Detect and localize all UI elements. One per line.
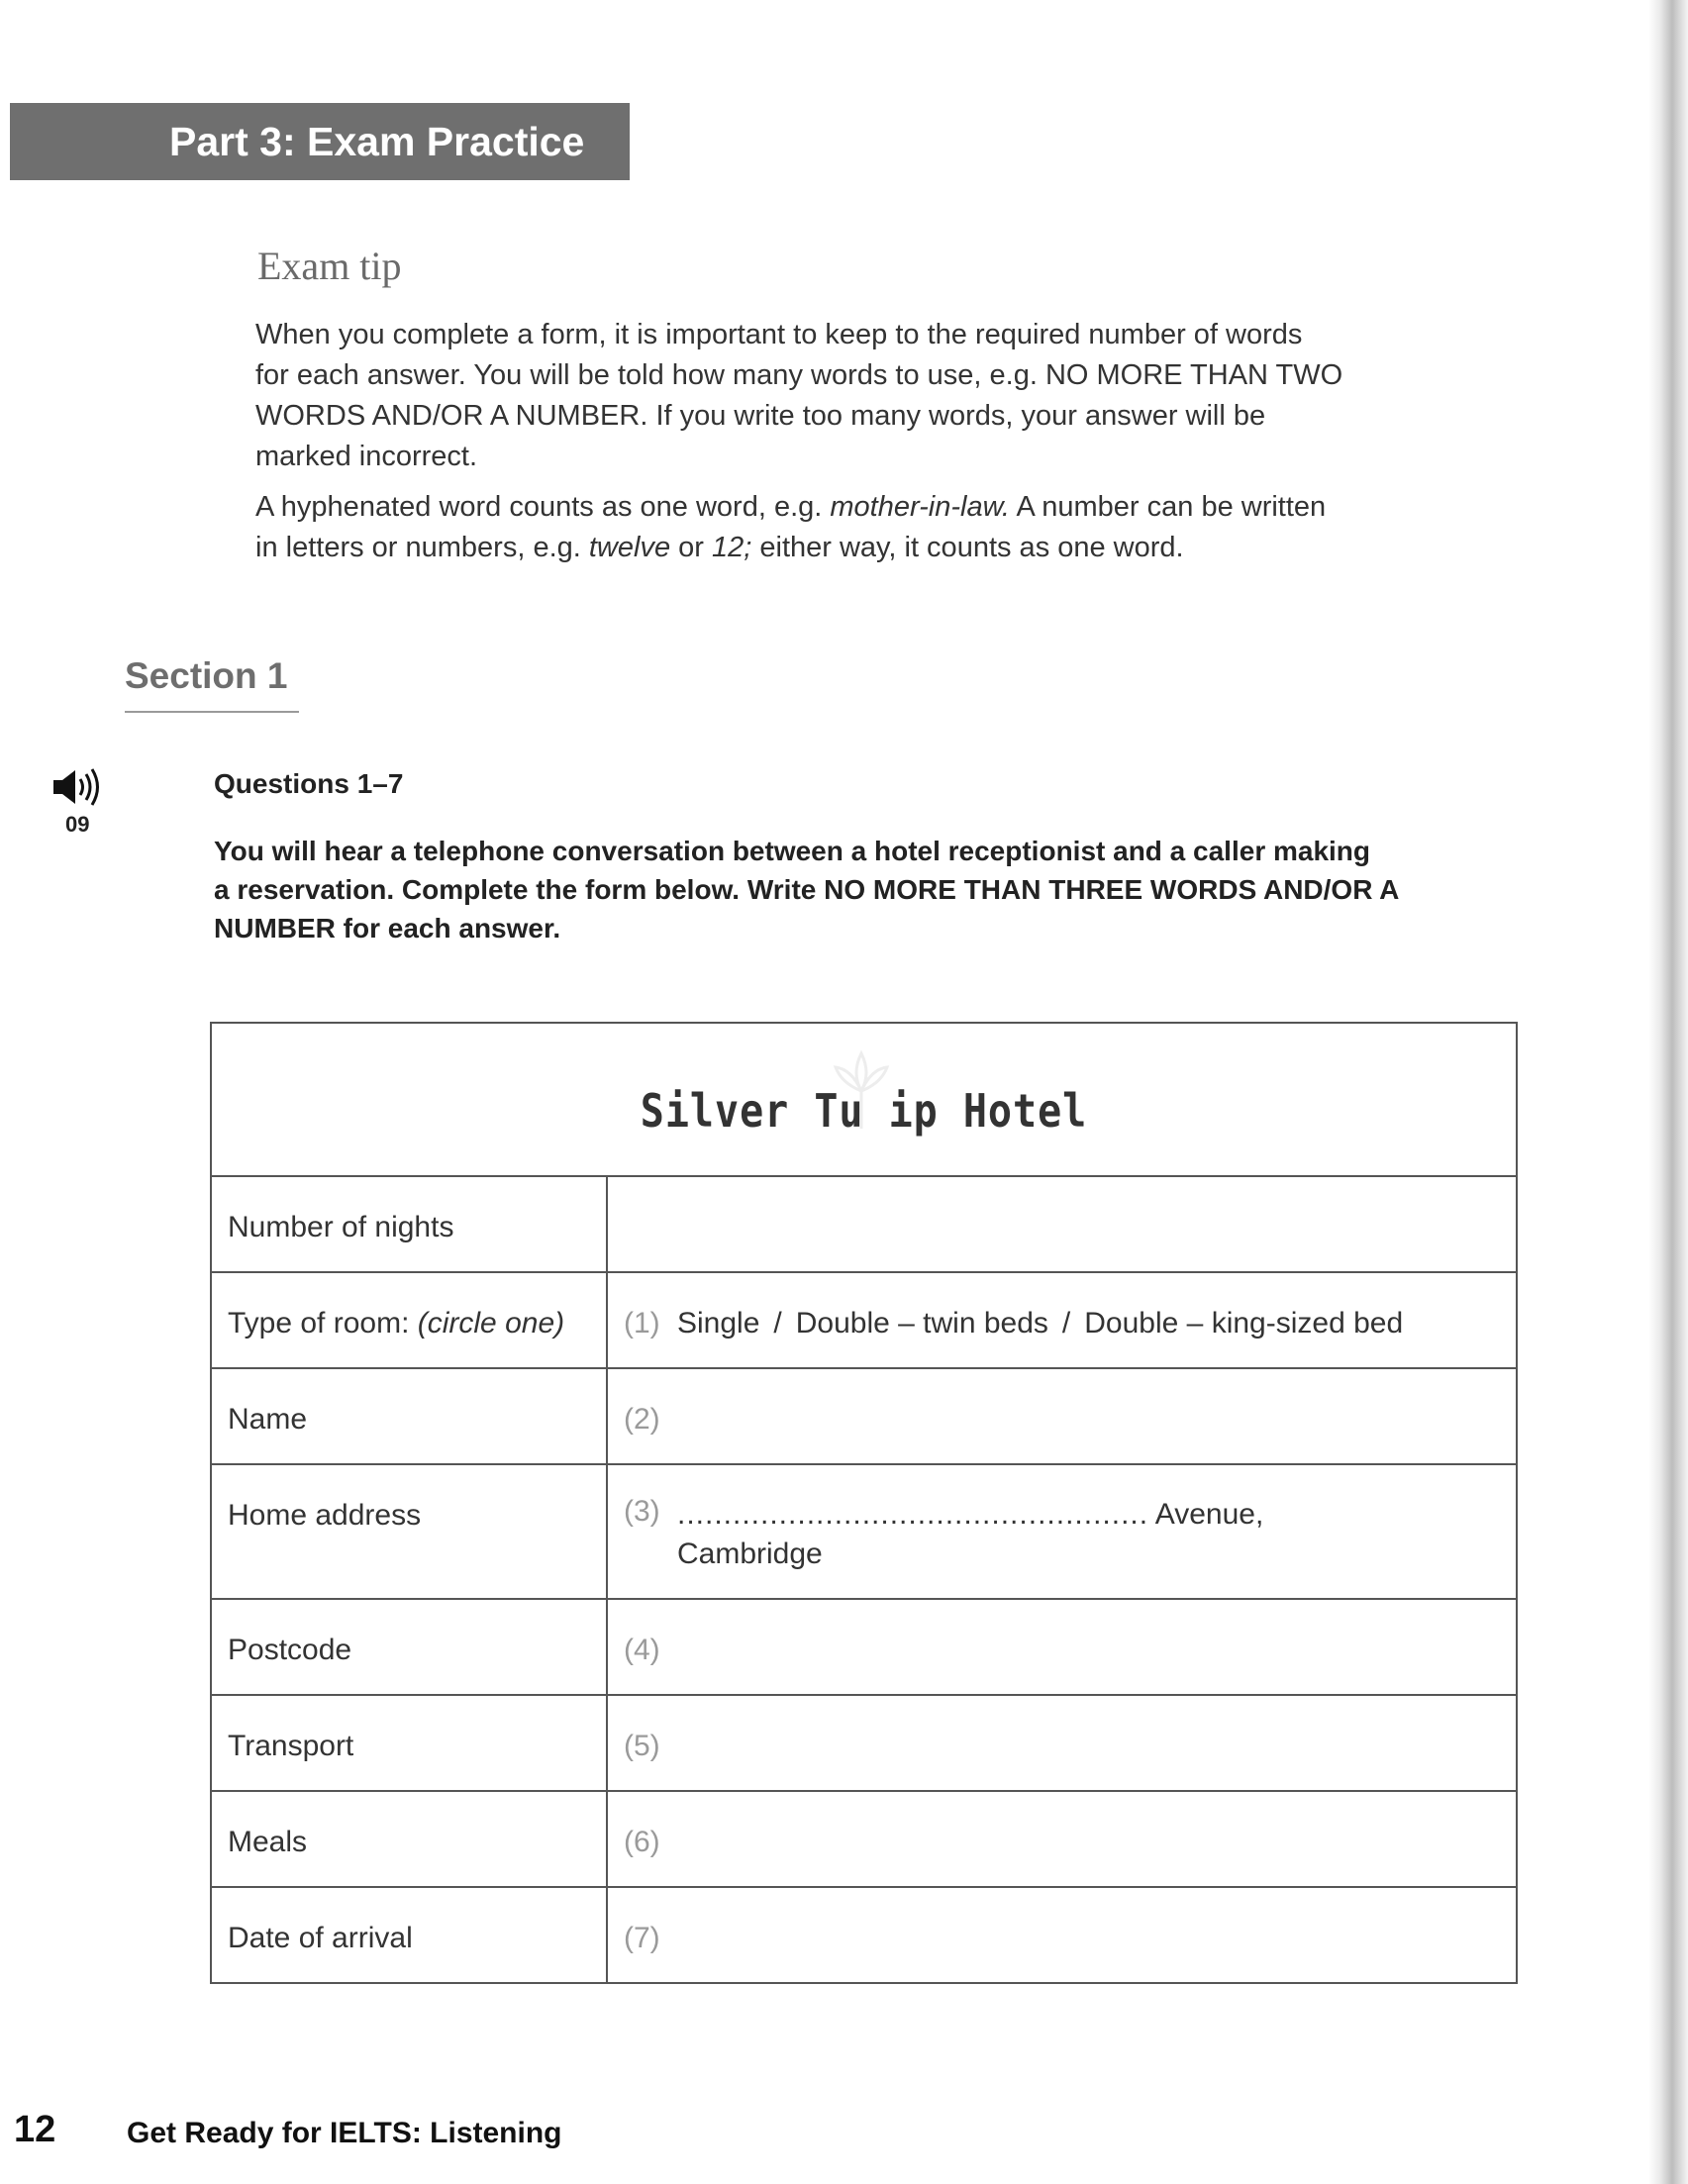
form-row-name [212, 1369, 1516, 1465]
row-label: Name [212, 1369, 608, 1463]
answer-field-2[interactable] [608, 1369, 1516, 1463]
part-banner [10, 103, 630, 180]
answer-field-nights[interactable] [608, 1177, 1516, 1271]
form-title-row [212, 1024, 1516, 1177]
page-number: 12 [14, 2109, 56, 2150]
question-number: (5) [624, 1730, 660, 1762]
answer-blank: ................................................... [677, 1498, 1149, 1531]
section-heading: Section 1 [125, 655, 299, 713]
exam-tip-heading: Exam tip [257, 244, 402, 288]
row-label: Transport [212, 1696, 608, 1790]
question-number: (1) [624, 1307, 660, 1340]
form-row-nights [212, 1177, 1516, 1273]
row-label: Meals [212, 1792, 608, 1886]
row-label: Date of arrival [212, 1888, 608, 1982]
answer-field-4[interactable] [608, 1600, 1516, 1694]
room-option-single[interactable]: Single [677, 1307, 760, 1340]
answer-field-7[interactable] [608, 1888, 1516, 1982]
room-option-double-king[interactable]: Double – king-sized bed [1084, 1307, 1404, 1340]
form-row-transport [212, 1696, 1516, 1792]
room-option-double-twin[interactable]: Double – twin beds [795, 1307, 1048, 1340]
part-title: Part 3: Exam Practice [169, 118, 585, 164]
form-row-date-of-arrival [212, 1888, 1516, 1982]
question-number: (3) [624, 1495, 660, 1528]
option-separator: / [773, 1307, 782, 1340]
question-number: (6) [624, 1826, 660, 1858]
row-label: Postcode [212, 1600, 608, 1694]
hotel-name: Silver Tu ip Hotel [640, 1085, 1088, 1138]
question-number: (4) [624, 1634, 660, 1666]
option-separator: / [1061, 1307, 1071, 1340]
page-edge [1648, 0, 1688, 2184]
answer-field-1 [608, 1273, 1516, 1367]
form-row-room-type [212, 1273, 1516, 1369]
exam-tip-body [255, 315, 1443, 578]
reservation-form [210, 1022, 1518, 1984]
book-title: Get Ready for IELTS: Listening [127, 2117, 562, 2149]
instructions: You will hear a telephone conversation between a hotel receptionist and a caller making a reservation. Complete the form below. Write NO MORE THAN THREE WORDS AND/OR A NUMBER for each answer. [214, 836, 1400, 943]
answer-field-5[interactable] [608, 1696, 1516, 1790]
answer-field-6[interactable] [608, 1792, 1516, 1886]
audio-speaker-icon[interactable] [51, 766, 107, 808]
row-label: Type of room: (circle one) [212, 1273, 608, 1367]
question-number: (7) [624, 1922, 660, 1954]
questions-title: Questions 1–7 [214, 768, 404, 799]
question-number: (2) [624, 1403, 660, 1436]
form-row-meals [212, 1792, 1516, 1888]
exam-tip-paragraph-1: When you complete a form, it is important to keep to the required number of words for each answer. You will be told how many words to use, e.g. NO MORE THAN TWO WORDS AND/OR A NUMBER. If you write too many words, your answer will be marked incorrect. [255, 319, 1343, 472]
answer-field-3[interactable]: (3) ................................................... Avenue, Cambridge [608, 1465, 1516, 1598]
form-row-postcode [212, 1600, 1516, 1696]
track-number: 09 [65, 812, 90, 837]
row-label: Home address [212, 1465, 608, 1598]
exam-tip-paragraph-2: A hyphenated word counts as one word, e.g. mother-in-law. A number can be written in letters or numbers, e.g. twelve or 12; either way, it counts as one word. [255, 491, 1327, 563]
form-row-home-address [212, 1465, 1516, 1600]
row-label: Number of nights [212, 1177, 608, 1271]
